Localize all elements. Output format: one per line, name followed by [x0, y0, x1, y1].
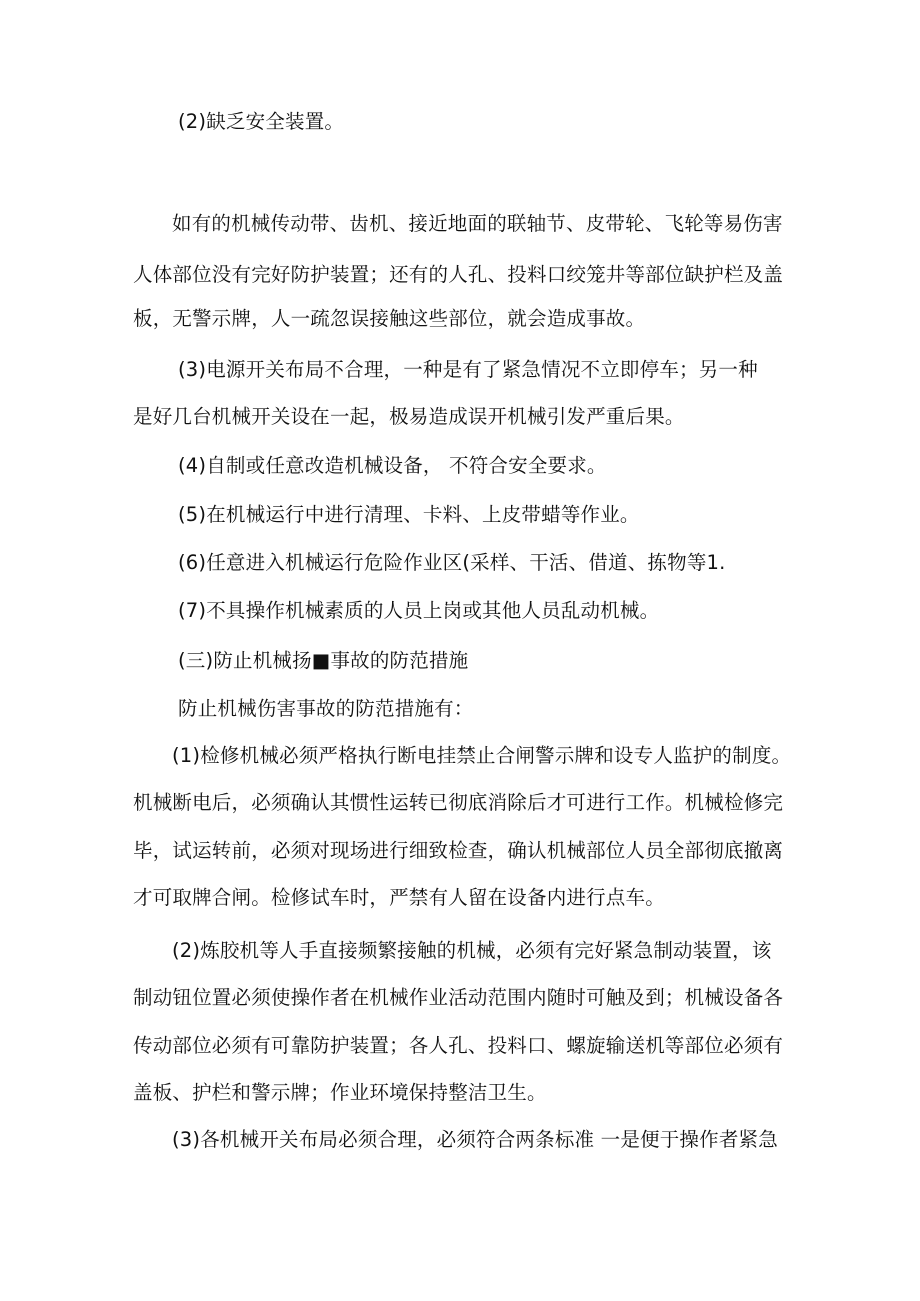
- text-line-7: (4)自制或任意改造机械设备， 不符合安全要求。: [178, 454, 607, 477]
- text-line-14: 机械断电后，必须确认其惯性运转已彻底消除后才可进行工作。机械检修完: [133, 791, 784, 814]
- text-line-15: 毕，试运转前，必须对现场进行细致检查，确认机械部位人员全部彻底撤离: [133, 839, 784, 862]
- text-line-3: 人体部位没有完好防护装置；还有的人孔、投料口绞笼井等部位缺护栏及盖: [133, 263, 784, 286]
- text-line-1: (2)缺乏安全装置。: [178, 110, 345, 133]
- text-line-13: (1)检修机械必须严格执行断电挂禁止合闸警示牌和设专人监护的制度。: [172, 744, 792, 767]
- text-line-16: 才可取牌合闸。检修试车时，严禁有人留在设备内进行点车。: [133, 886, 665, 909]
- text-line-2: 如有的机械传动带、齿机、接近地面的联轴节、皮带轮、飞轮等易伤害: [172, 212, 783, 235]
- text-line-4: 板，无警示牌，人一疏忽误接触这些部位，就会造成事故。: [133, 307, 646, 330]
- text-line-19: 传动部位必须有可靠防护装置；各人孔、投料口、螺旋输送机等部位必须有: [133, 1034, 784, 1057]
- text-line-20: 盖板、护栏和警示牌；作业环境保持整洁卫生。: [133, 1081, 547, 1104]
- text-line-10: (7)不具操作机械素质的人员上岗或其他人员乱动机械。: [178, 599, 660, 622]
- text-line-18: 制动钮位置必须使操作者在机械作业活动范围内随时可触及到；机械设备各: [133, 986, 784, 1009]
- text-line-9: (6)任意进入机械运行危险作业区(采样、干活、借道、拣物等1.: [178, 551, 726, 574]
- text-line-6: 是好几台机械开关设在一起，极易造成误开机械引发严重后果。: [133, 405, 685, 428]
- text-line-5: (3)电源开关布局不合理，一种是有了紧急情况不立即停车；另一种: [178, 358, 758, 381]
- text-line-12: 防止机械伤害事故的防范措施有：: [178, 697, 474, 720]
- text-line-8: (5)在机械运行中进行清理、卡料、上皮带蜡等作业。: [178, 503, 640, 526]
- text-line-11: (三)防止机械扬■事故的防范措施: [178, 649, 469, 672]
- text-line-21: (3)各机械开关布局必须合理，必须符合两条标准 一是便于操作者紧急: [172, 1128, 778, 1151]
- text-line-17: (2)炼胶机等人手直接频繁接触的机械，必须有完好紧急制动装置，该: [172, 939, 772, 962]
